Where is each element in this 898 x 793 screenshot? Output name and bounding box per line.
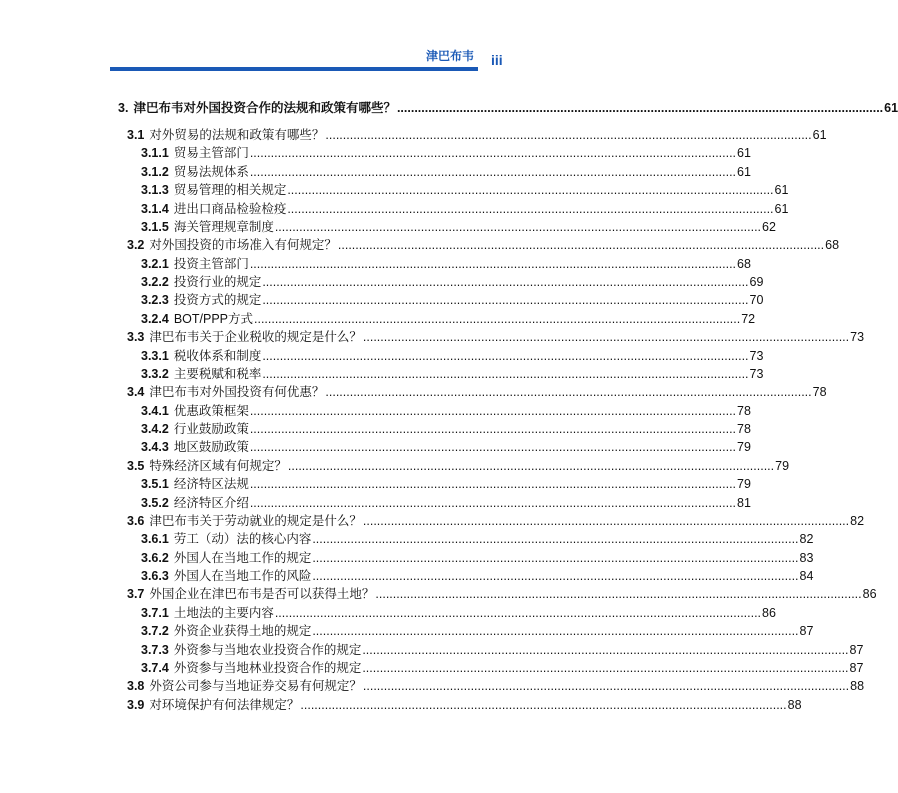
toc-entry-number: 3.4	[127, 385, 145, 399]
toc-dot-leader: ............................................................................................................................................	[362, 514, 850, 528]
toc-dot-leader: ............................................................................................................................................	[312, 532, 799, 546]
toc-entry[interactable]	[127, 512, 865, 530]
toc-entry-label	[127, 585, 374, 603]
toc-entry-number: 3.4.1	[141, 404, 169, 418]
toc-entry-number: 3.6.1	[141, 532, 169, 546]
toc-entry-number: 3.2.2	[141, 275, 169, 289]
toc-entry[interactable]	[141, 402, 751, 420]
toc-entry-title: 津巴布韦对外国投资有何优惠？	[149, 385, 325, 399]
toc-entry-page: 73	[749, 367, 764, 381]
toc-entry-title: 进出口商品检验检疫	[173, 202, 287, 216]
toc-entry-page: 84	[799, 569, 814, 583]
toc-dot-leader: ............................................................................................................................................	[287, 202, 774, 216]
toc-entry-number: 3.4.2	[141, 422, 169, 436]
toc-entry-title: 优惠政策框架	[173, 404, 249, 418]
toc-entry-label	[141, 567, 311, 585]
toc-entry-page: 87	[849, 643, 864, 657]
toc-dot-leader: ............................................................................................................................................	[249, 440, 737, 454]
toc-entry-page: 62	[762, 220, 776, 234]
toc-entry-title: 外国人在当地工作的规定	[173, 551, 312, 565]
toc-dot-leader: ............................................................................................................................................	[262, 349, 749, 363]
toc-entry[interactable]	[141, 659, 864, 677]
toc-entry-page: 87	[849, 661, 864, 675]
toc-entry-page: 79	[737, 440, 751, 454]
toc-dot-leader: ............................................................................................................................................	[262, 275, 749, 289]
toc-entry-title: 对外国投资的市场准入有何规定？	[149, 238, 337, 252]
toc-entry-label	[141, 347, 261, 365]
toc-entry-number: 3.7.3	[141, 643, 169, 657]
toc-entry-label	[141, 659, 361, 677]
toc-dot-leader: ............................................................................................................................................	[287, 183, 774, 197]
toc-entry-label	[141, 163, 249, 181]
toc-dot-leader: ............................................................................................................................................	[249, 165, 737, 179]
toc-entry-title: 津巴布韦关于劳动就业的规定是什么？	[149, 514, 362, 528]
toc-entry[interactable]	[141, 475, 751, 493]
toc-entry-page: 73	[850, 330, 865, 344]
toc-entry-label	[141, 530, 311, 548]
toc-entry-number: 3.9	[127, 698, 145, 712]
toc-entry-page: 79	[775, 459, 790, 473]
toc-entry-title: 外资参与当地农业投资合作的规定	[173, 643, 362, 657]
toc-entry-number: 3.2.3	[141, 293, 169, 307]
toc-entry-label	[118, 99, 396, 117]
toc-entry[interactable]	[141, 494, 751, 512]
toc-entry-title: 贸易法规体系	[173, 165, 249, 179]
toc-entry-page: 68	[825, 238, 840, 252]
toc-entry-page: 61	[774, 202, 789, 216]
toc-entry-page: 88	[787, 698, 802, 712]
toc-entry[interactable]	[141, 255, 751, 273]
toc-entry-label	[141, 200, 286, 218]
toc-entry[interactable]	[141, 181, 789, 199]
toc-entry-page: 88	[850, 679, 865, 693]
toc-entry[interactable]	[141, 273, 764, 291]
toc-entry-page: 61	[774, 183, 789, 197]
toc-dot-leader: ............................................................................................................................................	[396, 101, 884, 115]
toc-entry[interactable]	[141, 604, 776, 622]
toc-dot-leader: ............................................................................................................................................	[274, 606, 762, 620]
toc-entry-page: 68	[737, 257, 751, 271]
toc-entry-page: 72	[741, 312, 756, 326]
toc-entry-page: 87	[799, 624, 814, 638]
toc-entry-label	[141, 402, 249, 420]
toc-entry-label	[141, 641, 361, 659]
toc-entry-label	[127, 457, 287, 475]
toc-dot-leader: ............................................................................................................................................	[362, 643, 849, 657]
toc-entry-title: 津巴布韦关于企业税收的规定是什么？	[149, 330, 362, 344]
toc-dot-leader: ............................................................................................................................................	[249, 404, 737, 418]
toc-entry-number: 3.5.1	[141, 477, 169, 491]
toc-entry[interactable]	[127, 236, 840, 254]
toc-entry-label	[127, 512, 362, 530]
toc-dot-leader: ............................................................................................................................................	[312, 551, 799, 565]
toc-entry-page: 78	[737, 404, 751, 418]
toc-entry-title: 地区鼓励政策	[173, 440, 249, 454]
header-rule	[110, 67, 478, 71]
toc-dot-leader: ............................................................................................................................................	[287, 459, 775, 473]
toc-dot-leader: ............................................................................................................................................	[262, 293, 749, 307]
toc-entry-title: 外资公司参与当地证券交易有何规定？	[149, 679, 362, 693]
toc-entry-title: 劳工（动）法的核心内容	[173, 532, 312, 546]
toc-entry-page: 70	[749, 293, 764, 307]
toc-entry-number: 3.4.3	[141, 440, 169, 454]
running-header-title: 津巴布韦	[425, 49, 474, 63]
toc-entry-number: 3.2.1	[141, 257, 169, 271]
toc-entry[interactable]	[141, 347, 764, 365]
toc-entry-title: 对环境保护有何法律规定？	[149, 698, 300, 712]
toc-entry-label	[141, 475, 249, 493]
toc-entry-label	[141, 310, 253, 328]
toc-entry[interactable]	[118, 99, 898, 117]
toc-entry-page: 83	[799, 551, 814, 565]
toc-dot-leader: ............................................................................................................................................	[337, 238, 825, 252]
toc-entry-title: 主要税赋和税率	[173, 367, 262, 381]
toc-dot-leader: ............................................................................................................................................	[362, 330, 850, 344]
toc-entry-title: 经济特区介绍	[173, 496, 249, 510]
toc-entry-label	[141, 273, 261, 291]
toc-entry-label	[141, 255, 249, 273]
toc-entry[interactable]	[127, 457, 790, 475]
toc-entry-title: 行业鼓励政策	[173, 422, 249, 436]
toc-entry[interactable]	[141, 200, 789, 218]
toc-entry-page: 61	[737, 146, 751, 160]
toc-entry[interactable]	[141, 567, 814, 585]
toc-entry-title: 投资主管部门	[173, 257, 249, 271]
toc-entry-number: 3.1.3	[141, 183, 169, 197]
toc-entry-page: 79	[737, 477, 751, 491]
toc-entry[interactable]	[127, 677, 865, 695]
toc-entry-title: 外资参与当地林业投资合作的规定	[173, 661, 362, 675]
toc-entry-number: 3.3.2	[141, 367, 169, 381]
toc-entry-page: 78	[737, 422, 751, 436]
toc-entry-number: 3.7.4	[141, 661, 169, 675]
toc-entry-number: 3.2.4	[141, 312, 169, 326]
toc-entry-title: 贸易主管部门	[173, 146, 249, 160]
toc-entry-title: BOT/PPP方式	[173, 312, 253, 326]
toc-entry-number: 3.1	[127, 128, 145, 142]
toc-entry-title: 津巴布韦对外国投资合作的法规和政策有哪些？	[133, 101, 396, 115]
toc-entry-number: 3.7	[127, 587, 145, 601]
toc-entry[interactable]	[141, 530, 814, 548]
toc-entry[interactable]	[141, 549, 814, 567]
toc-entry-number: 3.1.5	[141, 220, 169, 234]
toc-dot-leader: ............................................................................................................................................	[375, 587, 862, 601]
toc-dot-leader: ............................................................................................................................................	[312, 624, 799, 638]
toc-entry-page: 61	[737, 165, 751, 179]
toc-entry[interactable]	[141, 641, 864, 659]
toc-entry-number: 3.1.2	[141, 165, 169, 179]
toc-entry-label	[141, 291, 261, 309]
toc-entry-label	[141, 438, 249, 456]
toc-dot-leader: ............................................................................................................................................	[262, 367, 749, 381]
toc-entry-page: 61	[812, 128, 827, 142]
toc-entry-label	[141, 549, 311, 567]
toc-dot-leader: ............................................................................................................................................	[325, 385, 812, 399]
toc-entry[interactable]	[141, 365, 764, 383]
toc-entry-page: 78	[812, 385, 827, 399]
toc-dot-leader: ............................................................................................................................................	[249, 496, 737, 510]
toc-entry[interactable]	[127, 585, 877, 603]
toc-entry[interactable]	[127, 383, 827, 401]
toc-entry-label	[141, 365, 261, 383]
toc-entry-page: 86	[862, 587, 877, 601]
toc-entry-label	[141, 218, 274, 236]
page-number: iii	[491, 52, 503, 68]
toc-entry[interactable]	[127, 696, 802, 714]
toc-entry-number: 3.2	[127, 238, 145, 252]
toc-entry-label	[141, 144, 249, 162]
toc-entry-page: 86	[762, 606, 776, 620]
toc-entry-title: 经济特区法规	[173, 477, 249, 491]
toc-entry-label	[127, 383, 324, 401]
toc-entry-title: 外资企业获得土地的规定	[173, 624, 312, 638]
toc-entry[interactable]	[141, 438, 751, 456]
toc-entry-label	[127, 677, 362, 695]
toc-entry[interactable]	[127, 126, 827, 144]
toc-entry-title: 海关管理规章制度	[173, 220, 274, 234]
toc-dot-leader: ............................................................................................................................................	[249, 257, 737, 271]
toc-entry-number: 3.7.1	[141, 606, 169, 620]
toc-entry[interactable]	[127, 328, 865, 346]
toc-entry-title: 特殊经济区域有何规定？	[149, 459, 287, 473]
toc-entry-number: 3.1.4	[141, 202, 169, 216]
toc-entry-page: 82	[799, 532, 814, 546]
toc-entry-number: 3.7.2	[141, 624, 169, 638]
toc-entry-label	[127, 696, 299, 714]
toc-entry[interactable]	[141, 420, 751, 438]
toc-entry-number: 3.	[118, 101, 129, 115]
toc-entry-page: 73	[749, 349, 764, 363]
toc-dot-leader: ............................................................................................................................................	[362, 679, 850, 693]
toc-entry-number: 3.8	[127, 679, 145, 693]
toc-entry-number: 3.6	[127, 514, 145, 528]
toc-entry[interactable]	[141, 163, 751, 181]
toc-entry-page: 69	[749, 275, 764, 289]
toc-entry[interactable]	[141, 310, 756, 328]
toc-entry-label	[141, 420, 249, 438]
toc-entry-page: 61	[884, 101, 898, 115]
toc-entry-label	[141, 494, 249, 512]
toc-entry-title: 投资方式的规定	[173, 293, 262, 307]
toc-entry-label	[141, 181, 286, 199]
toc-dot-leader: ............................................................................................................................................	[249, 477, 737, 491]
toc-entry-title: 对外贸易的法规和政策有哪些？	[149, 128, 325, 142]
toc-dot-leader: ............................................................................................................................................	[362, 661, 849, 675]
toc-entry-number: 3.6.3	[141, 569, 169, 583]
toc-dot-leader: ............................................................................................................................................	[249, 146, 737, 160]
toc-entry-label	[127, 328, 362, 346]
toc-entry-title: 贸易管理的相关规定	[173, 183, 287, 197]
toc-dot-leader: ............................................................................................................................................	[325, 128, 812, 142]
toc-dot-leader: ............................................................................................................................................	[254, 312, 741, 326]
toc-dot-leader: ............................................................................................................................................	[249, 422, 737, 436]
toc-dot-leader: ............................................................................................................................................	[312, 569, 799, 583]
toc-entry-title: 投资行业的规定	[173, 275, 262, 289]
toc-entry-page: 81	[737, 496, 751, 510]
toc-entry-label	[141, 604, 274, 622]
toc-entry-label	[127, 126, 324, 144]
toc-entry[interactable]	[141, 144, 751, 162]
toc-entry-title: 税收体系和制度	[173, 349, 262, 363]
toc-entry-title: 外国企业在津巴布韦是否可以获得土地？	[149, 587, 375, 601]
toc-entry[interactable]	[141, 622, 814, 640]
toc-entry-title: 土地法的主要内容	[173, 606, 274, 620]
toc-entry[interactable]	[141, 291, 764, 309]
toc-entry-number: 3.3.1	[141, 349, 169, 363]
toc-entry-number: 3.5	[127, 459, 145, 473]
toc-entry-label	[141, 622, 311, 640]
toc-entry-label	[127, 236, 337, 254]
toc-entry[interactable]	[141, 218, 776, 236]
toc-entry-number: 3.5.2	[141, 496, 169, 510]
toc-dot-leader: ............................................................................................................................................	[274, 220, 762, 234]
toc-dot-leader: ............................................................................................................................................	[300, 698, 787, 712]
toc-entry-number: 3.1.1	[141, 146, 169, 160]
toc-entry-number: 3.6.2	[141, 551, 169, 565]
toc-entry-page: 82	[850, 514, 865, 528]
toc-entry-number: 3.3	[127, 330, 145, 344]
toc-entry-title: 外国人在当地工作的风险	[173, 569, 312, 583]
